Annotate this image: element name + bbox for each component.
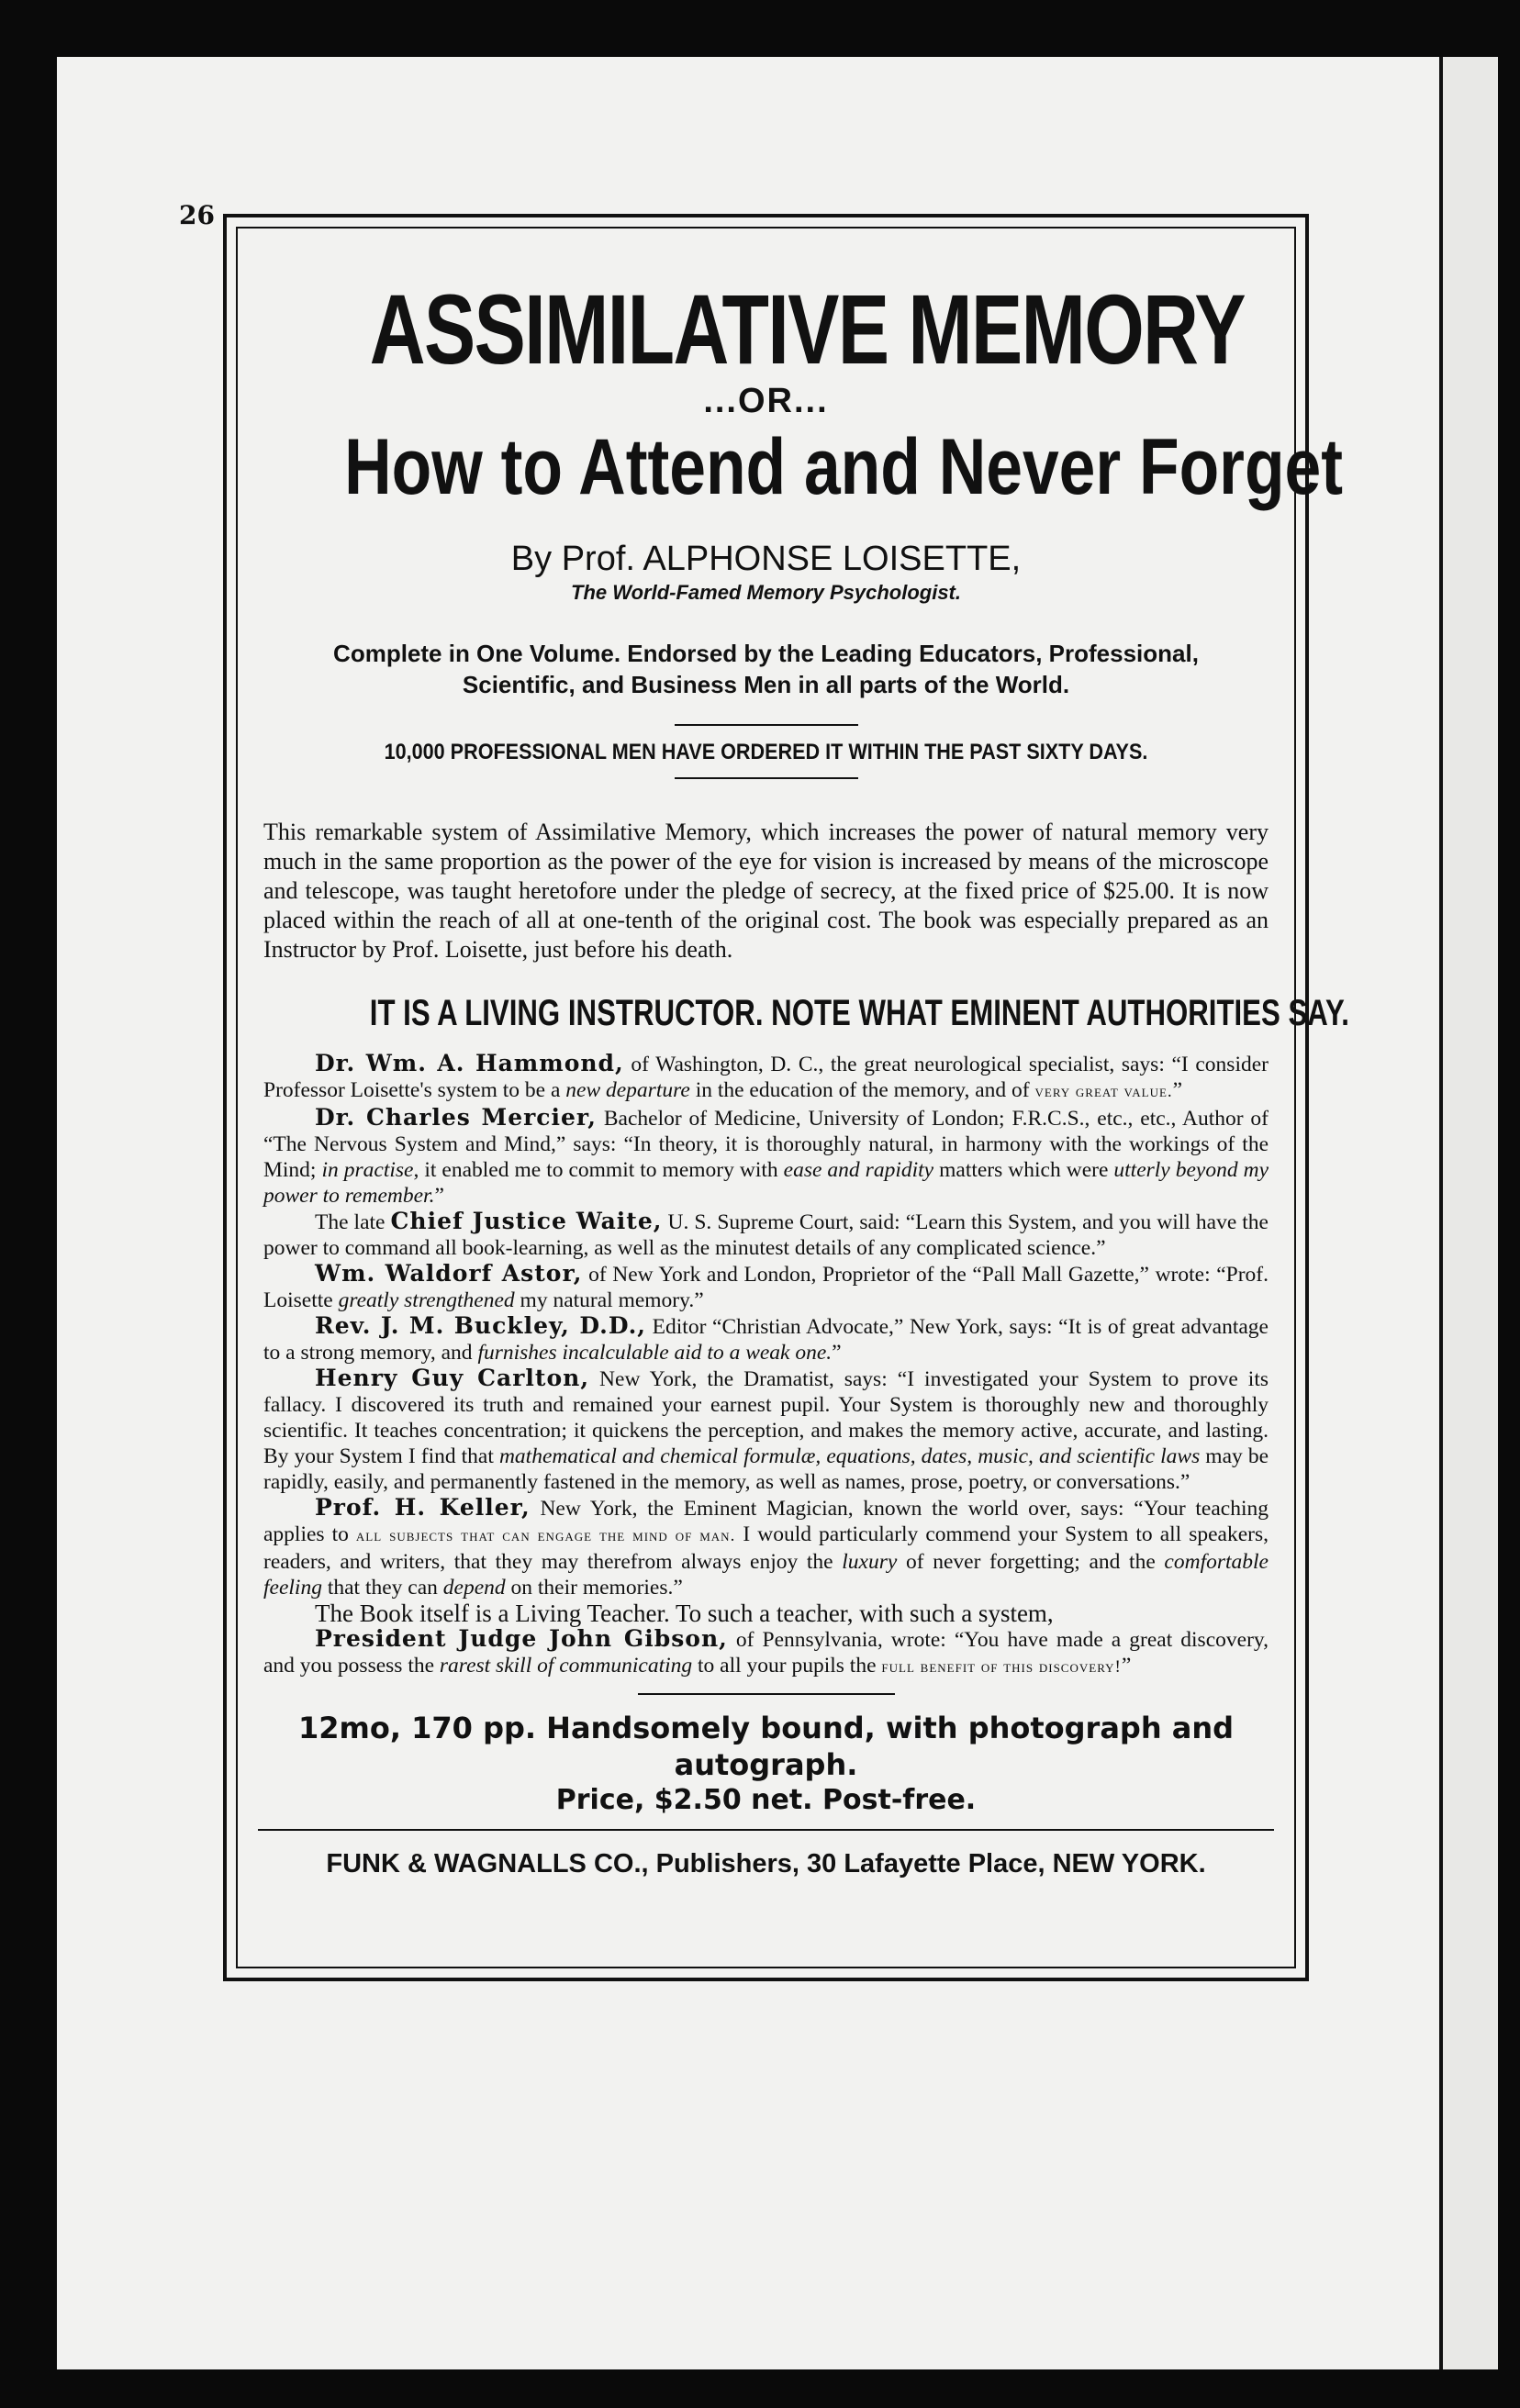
ad-subtitle: How to Attend and Never Forget (344, 423, 1344, 511)
testimonial-text: New York, the Dramatist, says: “I investigated your System to prove its fallacy. I discovered its truth and remained your earnest pupil. Your System is thoroughly new and thoroughly scientific. It teaches concentration; it quickens the perception, and makes the memory active, accurate, and lasting. By your System I find that (263, 1367, 1269, 1468)
testimonials-list (258, 1051, 1274, 1680)
emphasis-text: comfortable feeling (263, 1550, 1269, 1600)
testimonial-text: of Washington, D. C., the great neurological specialist, says: “I consider Professor Loisette's system to be a (263, 1053, 1269, 1102)
emphasis-text: mathematical and chemical formulæ, equations, dates, music, and scientific laws (498, 1444, 1201, 1468)
book-teacher-line: The Book itself is a Living Teacher. To such a teacher, with such a system, (315, 1600, 1054, 1627)
divider-rule (638, 1693, 895, 1695)
publisher-line: FUNK & WAGNALLS CO., Publishers, 30 Lafayette Place, NEW YORK. (326, 1849, 1206, 1878)
testimonial (263, 1209, 1269, 1261)
orders-line: 10,000 PROFESSIONAL MEN HAVE ORDERED IT WITHIN THE PAST SIXTY DAYS. (384, 740, 1148, 764)
emphasis-text: new departure (565, 1078, 690, 1102)
testimonial-text: ” (832, 1341, 842, 1365)
testimonial-author: Prof. H. Keller, (315, 1494, 531, 1521)
testimonial-author: Dr. Charles Mercier, (315, 1104, 597, 1131)
testimonial-text: Editor “Christian Advocate,” New York, says: “It is of great advantage to a strong memory, and (263, 1315, 1269, 1365)
emphasis-text: ease and rapidity (783, 1158, 934, 1182)
format-line: 12mo, 170 pp. Handsomely bound, with photograph and autograph. (297, 1711, 1235, 1782)
or-line: ...OR... (703, 382, 829, 420)
testimonial-text: my natural memory.” (514, 1288, 704, 1312)
testimonial-text: I would particularly commend your System to all speakers, readers, and writers, that they may therefrom always enjoy the (263, 1522, 1269, 1574)
divider-rule (675, 724, 858, 726)
section-heading: IT IS A LIVING INSTRUCTOR. NOTE WHAT EMINENT AUTHORITIES SAY. (369, 993, 1349, 1033)
endorsement-line-2: Scientific, and Business Men in all parts of the World. (462, 671, 1070, 698)
testimonial-text: of New York and London, Proprietor of the “Pall Mall Gazette,” wrote: “Prof. Loisette (263, 1263, 1269, 1312)
endorsement-line-1: Complete in One Volume. Endorsed by the Leading Educators, Professional, (333, 640, 1199, 667)
intro-paragraph: This remarkable system of Assimilative Memory, which increases the power of natural memory very much in the same proportion as the power of the eye for vision is increased by means of the microscope and telescope, was taught heretofore under the pledge of secrecy, at the fixed price of $25.00. It is now placed within the reach of all at one-tenth of the original cost. The book was especially prepared as an Instructor by Prof. Loisette, just before his death. (263, 819, 1269, 963)
divider-rule (258, 1829, 1274, 1831)
testimonial (263, 1626, 1269, 1680)
testimonial-text: of never forgetting; and the (897, 1550, 1165, 1574)
testimonial-author: Wm. Waldorf Astor, (315, 1260, 583, 1287)
emphasis-text: depend (442, 1576, 506, 1600)
emphasis-text: utterly beyond my power to remember. (263, 1158, 1269, 1208)
divider-rule (675, 777, 858, 779)
testimonial-text: ” (434, 1184, 444, 1208)
testimonial-author: Chief Justice Waite, (390, 1208, 663, 1234)
testimonial-text: that they can (321, 1576, 443, 1600)
testimonial (263, 1495, 1269, 1600)
testimonial-text: of Pennsylvania, wrote: “You have made a great discovery, and you possess the (263, 1628, 1269, 1678)
small-caps-text: very great value. (1034, 1082, 1173, 1101)
author-byline: By Prof. ALPHONSE LOISETTE, (510, 540, 1022, 578)
testimonial-text: U. S. Supreme Court, said: “Learn this System, and you will have the power to command all book-learning, as well as the minutest details of any complicated science.” (263, 1210, 1269, 1260)
testimonial-author: President Judge John Gibson, (315, 1625, 728, 1652)
price-line: Price, $2.50 net. Post-free. (555, 1784, 977, 1816)
emphasis-text: rarest skill of communicating (439, 1654, 693, 1678)
testimonial-text: matters which were (933, 1158, 1114, 1182)
testimonial-text: The late (315, 1210, 391, 1234)
testimonial-text: on their memories.” (505, 1576, 683, 1600)
testimonial-text: , it enabled me to commit to memory with (413, 1158, 784, 1182)
small-caps-text: all subjects that can engage the mind of man. (355, 1526, 736, 1545)
emphasis-text: in practise (321, 1158, 414, 1182)
testimonial-author: Henry Guy Carlton, (315, 1365, 590, 1391)
emphasis-text: luxury (842, 1550, 898, 1574)
testimonial (263, 1051, 1269, 1105)
testimonial-text: in the education of the memory, and of (689, 1078, 1035, 1102)
emphasis-text: furnishes incalculable aid to a weak one. (477, 1341, 833, 1365)
testimonial-text: New York, the Eminent Magician, known the world over, says: “Your teaching applies to (263, 1497, 1269, 1546)
page-number: 26 (179, 200, 215, 230)
testimonial-text: Bachelor of Medicine, University of London; F.R.C.S., etc., etc., Author of “The Nervous System and Mind,” says: “In theory, it is thoroughly natural, in harmony with the workings of the Mind; (263, 1107, 1269, 1182)
testimonial-text: ” (1121, 1654, 1132, 1678)
ad-title: ASSIMILATIVE MEMORY (369, 273, 1245, 385)
adjacent-page-edge (1439, 57, 1498, 2369)
testimonial-author: Dr. Wm. A. Hammond, (315, 1050, 624, 1076)
emphasis-text: greatly strengthened (338, 1288, 515, 1312)
testimonial-text: ” (1172, 1078, 1183, 1102)
testimonial (263, 1313, 1269, 1366)
advertisement-box (236, 227, 1349, 1968)
testimonial (263, 1105, 1269, 1209)
testimonial-text: may be rapidly, easily, and permanently fastened in the memory, as well as names, prose, poetry, or conversations.” (263, 1444, 1269, 1494)
endorsement-text (258, 638, 1274, 700)
small-caps-text: full benefit of this discovery! (881, 1657, 1122, 1677)
author-description: The World-Famed Memory Psychologist. (571, 581, 961, 604)
testimonial (263, 1261, 1269, 1313)
testimonial-text: to all your pupils the (692, 1654, 882, 1678)
testimonial-author: Rev. J. M. Buckley, D.D., (315, 1312, 647, 1339)
testimonial (263, 1366, 1269, 1495)
